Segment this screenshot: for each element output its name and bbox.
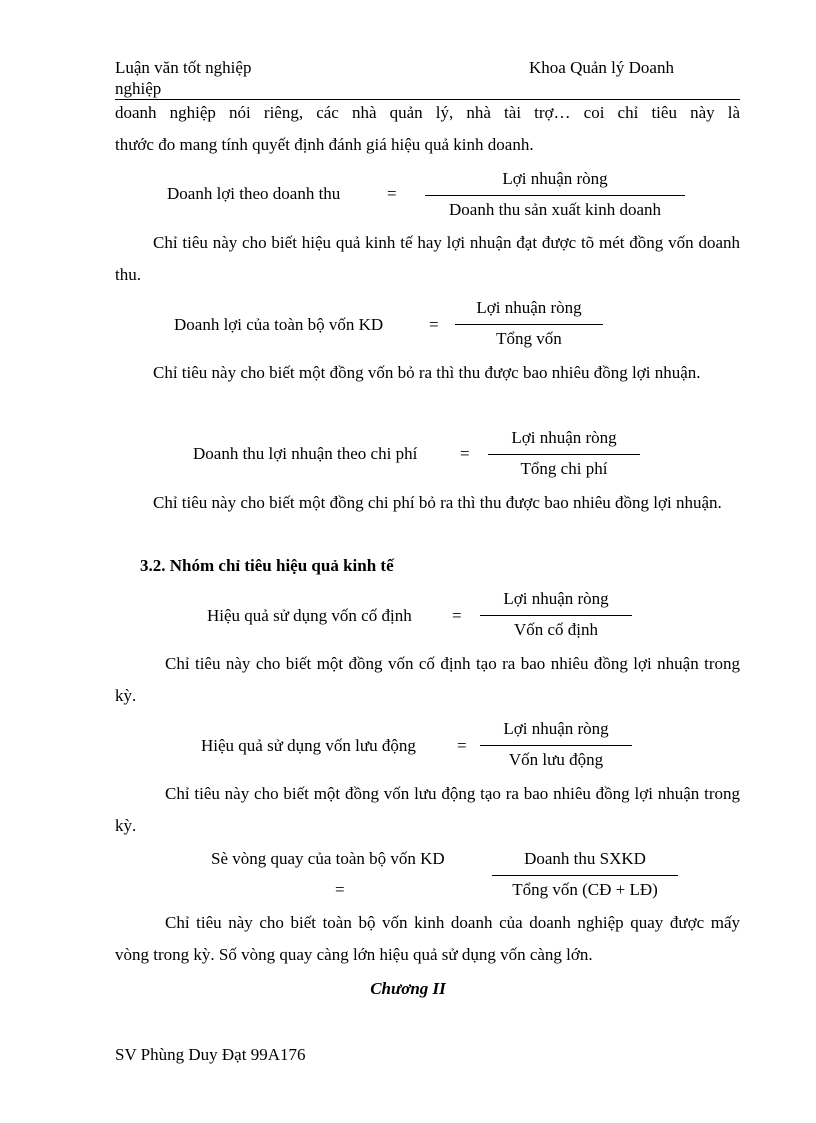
paragraph-4: Chỉ tiêu này cho biết một đồng vốn cố định tạo ra bao nhiêu đồng lợi nhuận trong kỳ.: [115, 654, 740, 705]
formula-6-numerator: Doanh thu SXKD: [492, 849, 678, 876]
formula-6-lhs: Sè vòng quay của toàn bộ vốn KD: [211, 849, 445, 868]
formula-3-equals: =: [460, 444, 470, 463]
header-left: Luận văn tốt nghiệp: [115, 58, 252, 77]
formula-1-denominator: Doanh thu sản xuất kinh doanh: [449, 200, 661, 219]
paragraph-intro: [115, 97, 740, 161]
formula-3-lhs: Doanh thu lợi nhuận theo chi phí: [193, 444, 418, 463]
formula-2-denominator: Tổng vốn: [496, 329, 562, 348]
paragraph-5: Chỉ tiêu này cho biết một đồng vốn lưu động tạo ra bao nhiêu đồng lợi nhuận trong kỳ.: [115, 784, 740, 835]
paragraph-intro-line1: doanh nghiệp nói riêng, các nhà quản lý, nhà tài trợ… coi chỉ tiêu này là: [115, 103, 740, 122]
formula-4-denominator: Vốn cố định: [513, 620, 599, 639]
formula-1-lhs: Doanh lợi theo doanh thu: [167, 184, 341, 203]
formula-5-lhs: Hiệu quả sử dụng vốn lưu động: [201, 736, 416, 755]
formula-3-fraction: [488, 428, 640, 479]
formula-1-equals: =: [387, 184, 397, 203]
formula-4-numerator: Lợi nhuận ròng: [480, 589, 632, 616]
formula-3-numerator: Lợi nhuận ròng: [488, 428, 640, 455]
formula-5-equals: =: [457, 736, 467, 755]
formula-2-equals: =: [429, 315, 439, 334]
formula-4-fraction: [480, 589, 632, 640]
formula-1-numerator: Lợi nhuận ròng: [425, 169, 685, 196]
formula-6-equals: =: [335, 880, 345, 899]
paragraph-6: Chỉ tiêu này cho biết toàn bộ vốn kinh doanh của doanh nghiệp quay được mấy vòng trong kỳ. Số vòng quay càng lớn hiệu quả sử dụng vốn càng lớn.: [115, 913, 740, 964]
formula-5-numerator: Lợi nhuận ròng: [480, 719, 632, 746]
footer-author: SV Phùng Duy Đạt 99A176: [115, 1045, 306, 1064]
formula-6-denominator: Tổng vốn (CĐ + LĐ): [512, 880, 658, 899]
formula-2-fraction: [455, 298, 603, 349]
formula-1-fraction: [425, 169, 685, 220]
chapter-title: Chương II: [370, 979, 446, 998]
header-right: Khoa Quản lý Doanh: [529, 58, 674, 77]
paragraph-2: Chỉ tiêu này cho biết một đồng vốn bỏ ra thì thu được bao nhiêu đồng lợi nhuận.: [153, 363, 701, 382]
section-heading: 3.2. Nhóm chỉ tiêu hiệu quả kinh tế: [140, 556, 394, 575]
paragraph-3: Chỉ tiêu này cho biết một đồng chi phí bỏ ra thì thu được bao nhiêu đồng lợi nhuận.: [153, 493, 722, 512]
paragraph-intro-line2: thước đo mang tính quyết định đánh giá hiệu quả kinh doanh.: [115, 135, 534, 154]
formula-3-denominator: Tổng chi phí: [520, 459, 608, 478]
formula-5-denominator: Vốn lưu động: [508, 750, 604, 769]
formula-6-fraction: [492, 849, 678, 900]
formula-2-lhs: Doanh lợi của toàn bộ vốn KD: [174, 315, 384, 334]
header-left-continued: nghiệp: [115, 79, 162, 98]
formula-2-numerator: Lợi nhuận ròng: [455, 298, 603, 325]
formula-4-lhs: Hiệu quả sử dụng vốn cố định: [207, 606, 412, 625]
formula-4-equals: =: [452, 606, 462, 625]
paragraph-1: Chỉ tiêu này cho biết hiệu quả kinh tế hay lợi nhuận đạt được tõ mét đồng vốn doanh thu.: [115, 233, 740, 284]
formula-5-fraction: [480, 719, 632, 770]
